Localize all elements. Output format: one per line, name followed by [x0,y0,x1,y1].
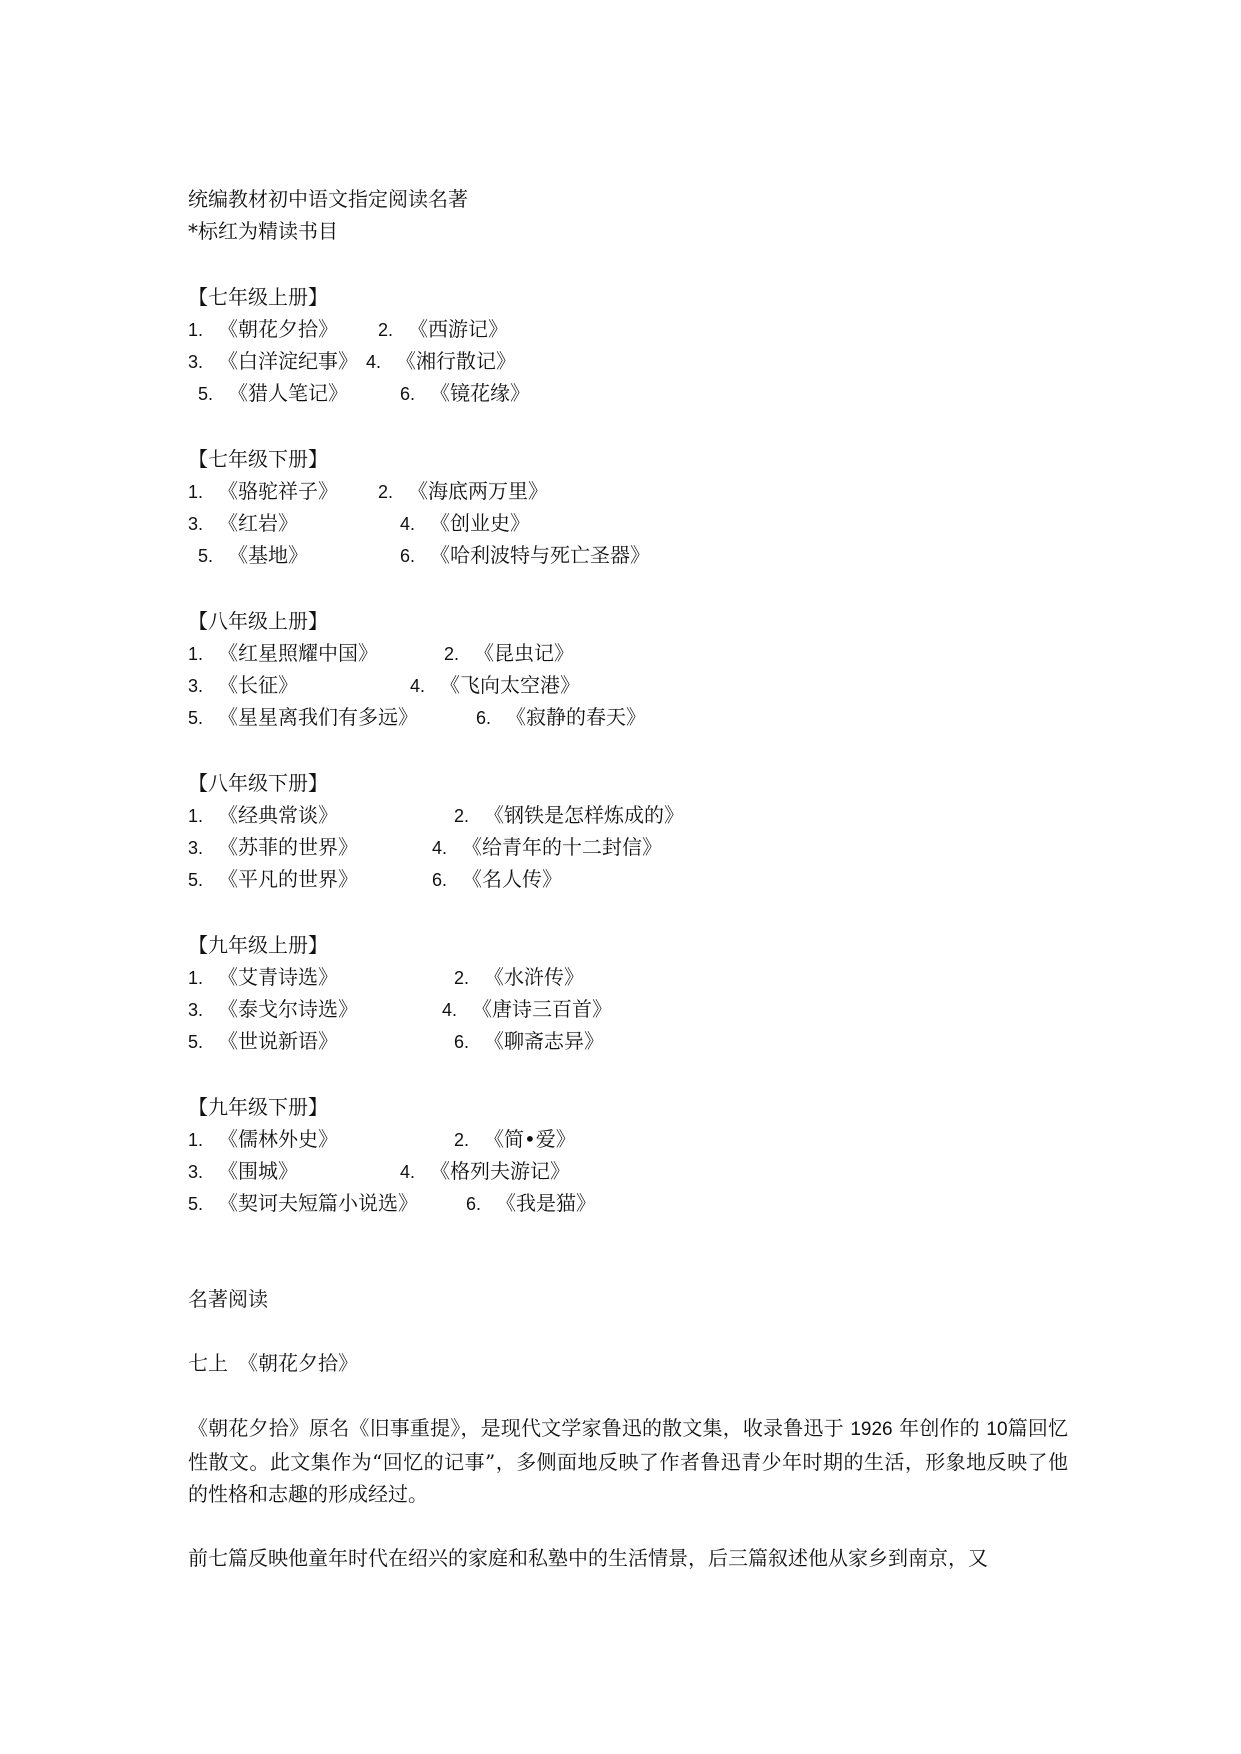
grade-heading: 【七年级下册】 [188,447,328,471]
book-item: 4. 《创业史》 [400,511,530,535]
book-item: 5. 《基地》 [198,543,308,567]
grade-heading: 【八年级下册】 [188,771,328,795]
section-title: 名著阅读 [188,1287,268,1311]
book-item: 3. 《泰戈尔诗选》 [188,997,358,1021]
book-item: 5. 《星星离我们有多远》 [188,705,418,729]
book-item: 6. 《聊斋志异》 [454,1029,604,1053]
book-item: 1. 《红星照耀中国》 [188,641,378,665]
book-item: 3. 《红岩》 [188,511,298,535]
document-title: 统编教材初中语文指定阅读名著 [188,187,468,211]
book-item: 6. 《镜花缘》 [400,381,530,405]
book-item: 3. 《白洋淀纪事》 [188,349,358,373]
book-item: 1. 《经典常谈》 [188,803,338,827]
document-note: *标红为精读书目 [188,219,338,243]
book-item: 5. 《平凡的世界》 [188,867,358,891]
book-item: 4. 《格列夫游记》 [400,1159,570,1183]
book-item: 3. 《围城》 [188,1159,298,1183]
book-item: 2. 《简•爱》 [454,1127,576,1151]
book-item: 2. 《钢铁是怎样炼成的》 [454,803,684,827]
book-item: 2. 《水浒传》 [454,965,584,989]
book-item: 6. 《寂静的春天》 [476,705,646,729]
book-item: 1. 《朝花夕拾》 [188,317,338,341]
book-item: 5. 《契诃夫短篇小说选》 [188,1191,418,1215]
grade-heading: 【九年级上册】 [188,933,328,957]
grade-heading: 【七年级上册】 [188,285,328,309]
book-item: 1. 《骆驼祥子》 [188,479,338,503]
book-intro-paragraph: 《朝花夕拾》原名《旧事重提》，是现代文学家鲁迅的散文集，收录鲁迅于 1926 年创作的 10篇回忆性散文。此文集作为“回忆的记事”，多侧面地反映了作者鲁迅青少年时期的生活，形象地反映了他的性格和志趣的形成经过。 [188,1416,1069,1506]
book-item: 1. 《艾青诗选》 [188,965,338,989]
book-heading: 七上 《朝花夕拾》 [188,1351,358,1375]
book-item: 6. 《我是猫》 [466,1191,596,1215]
book-item: 6. 《名人传》 [432,867,562,891]
book-item: 3. 《苏菲的世界》 [188,835,358,859]
book-item: 3. 《长征》 [188,673,298,697]
book-item: 2. 《昆虫记》 [444,641,574,665]
book-item: 4. 《给青年的十二封信》 [432,835,662,859]
book-item: 4. 《湘行散记》 [366,349,516,373]
book-item: 1. 《儒林外史》 [188,1127,338,1151]
book-content-paragraph: 前七篇反映他童年时代在绍兴的家庭和私塾中的生活情景，后三篇叙述他从家乡到南京，又 [188,1546,988,1570]
book-item: 6. 《哈利波特与死亡圣器》 [400,543,650,567]
book-item: 4. 《唐诗三百首》 [442,997,612,1021]
book-item: 5. 《世说新语》 [188,1029,338,1053]
book-item: 5. 《猎人笔记》 [198,381,348,405]
book-item: 4. 《飞向太空港》 [410,673,580,697]
grade-heading: 【九年级下册】 [188,1095,328,1119]
grade-heading: 【八年级上册】 [188,609,328,633]
book-item: 2. 《海底两万里》 [378,479,548,503]
book-item: 2. 《西游记》 [378,317,508,341]
